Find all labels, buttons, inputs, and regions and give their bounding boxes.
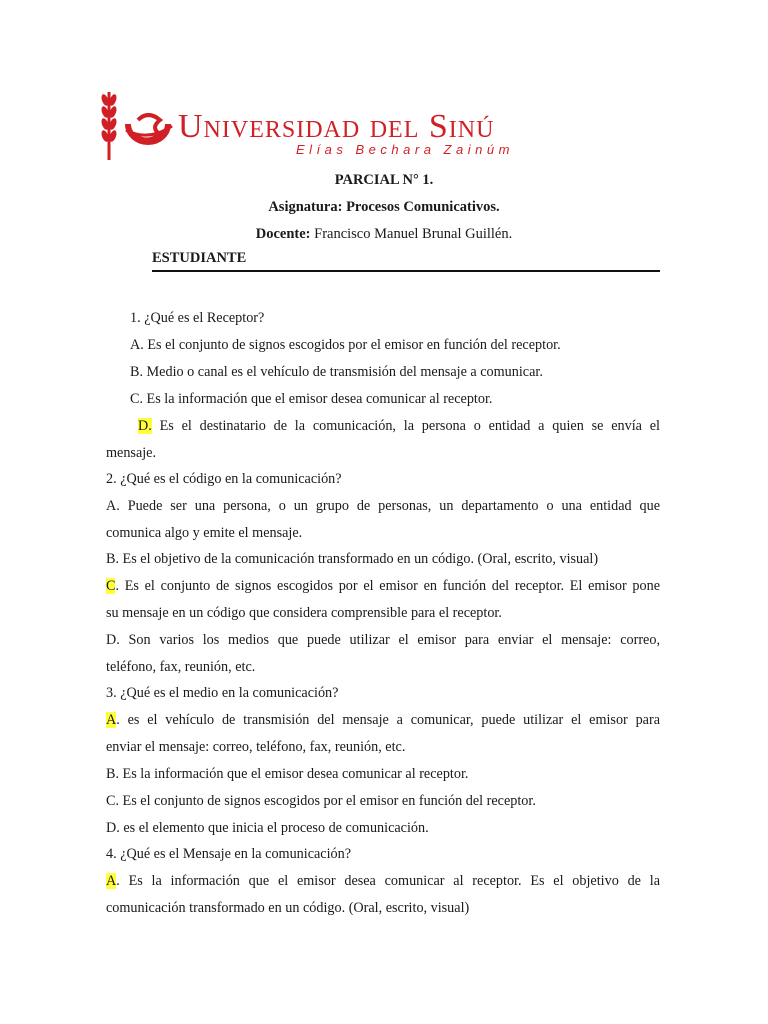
q4-answer-highlight: A: [106, 873, 117, 889]
teacher-name: Francisco Manuel Brunal Guillén.: [310, 226, 513, 242]
q3-answer-highlight: A: [106, 712, 117, 728]
university-logo: [98, 90, 678, 162]
university-subtitle: Elías Bechara Zainúm: [296, 142, 514, 157]
q3-option-b: B. Es la información que el emisor desea comunicar al receptor.: [106, 766, 469, 782]
teacher-line: [0, 226, 768, 243]
subject-line: Asignatura: Procesos Comunicativos.: [268, 199, 500, 215]
q1-option-d-cont: mensaje.: [106, 445, 157, 461]
q3-option-c: C. Es el conjunto de signos escogidos por el emisor en función del receptor.: [106, 793, 536, 809]
q2-option-c-cont: su mensaje en un código que considera comprensible para el receptor.: [106, 605, 502, 621]
q1-answer-highlight: D.: [138, 418, 152, 434]
q2-option-a: A. Puede ser una persona, o un grupo de personas, un departamento o una entidad que: [106, 498, 660, 514]
q4-option-a: A. Es la información que el emisor desea comunicar al receptor. Es el objetivo de la: [106, 873, 660, 889]
q4-question: 4. ¿Qué es el Mensaje en la comunicación?: [106, 846, 352, 862]
exam-title: PARCIAL N° 1.: [334, 172, 434, 188]
teacher-label: Docente:: [255, 226, 311, 242]
q1-option-d: D. Es el destinatario de la comunicación, la persona o entidad a quien se envía el: [138, 418, 660, 434]
q4-option-a-cont: comunicación transformado en un código. (Oral, escrito, visual): [106, 900, 470, 916]
student-field: ESTUDIANTE: [152, 250, 660, 272]
q2-option-d-cont: teléfono, fax, reunión, etc.: [106, 659, 256, 675]
q2-question: 2. ¿Qué es el código en la comunicación?: [106, 471, 342, 487]
q3-option-a: A. es el vehículo de transmisión del mensaje a comunicar, puede utilizar el emisor para: [106, 712, 660, 728]
q2-answer-highlight: C: [106, 578, 116, 594]
wheat-seal-icon: [98, 90, 178, 162]
q2-option-c: C. Es el conjunto de signos escogidos por el emisor en función del receptor. El emisor pone: [106, 578, 660, 594]
q3-option-a-cont: enviar el mensaje: correo, teléfono, fax, reunión, etc.: [106, 739, 406, 755]
q1-option-c: C. Es la información que el emisor desea comunicar al receptor.: [130, 391, 493, 407]
q1-option-a: A. Es el conjunto de signos escogidos por el emisor en función del receptor.: [130, 337, 561, 353]
q3-question: 3. ¿Qué es el medio en la comunicación?: [106, 685, 339, 701]
q1-question: 1. ¿Qué es el Receptor?: [130, 310, 265, 326]
q2-option-b: B. Es el objetivo de la comunicación transformado en un código. (Oral, escrito, visual): [106, 551, 599, 567]
q2-option-a-cont: comunica algo y emite el mensaje.: [106, 525, 303, 541]
q3-option-d: D. es el elemento que inicia el proceso de comunicación.: [106, 820, 429, 836]
q1-option-b: B. Medio o canal es el vehículo de transmisión del mensaje a comunicar.: [130, 364, 543, 380]
university-name: Universidad del Sinú: [178, 108, 495, 145]
q2-option-d: D. Son varios los medios que puede utilizar el emisor para enviar el mensaje: correo,: [106, 632, 660, 648]
